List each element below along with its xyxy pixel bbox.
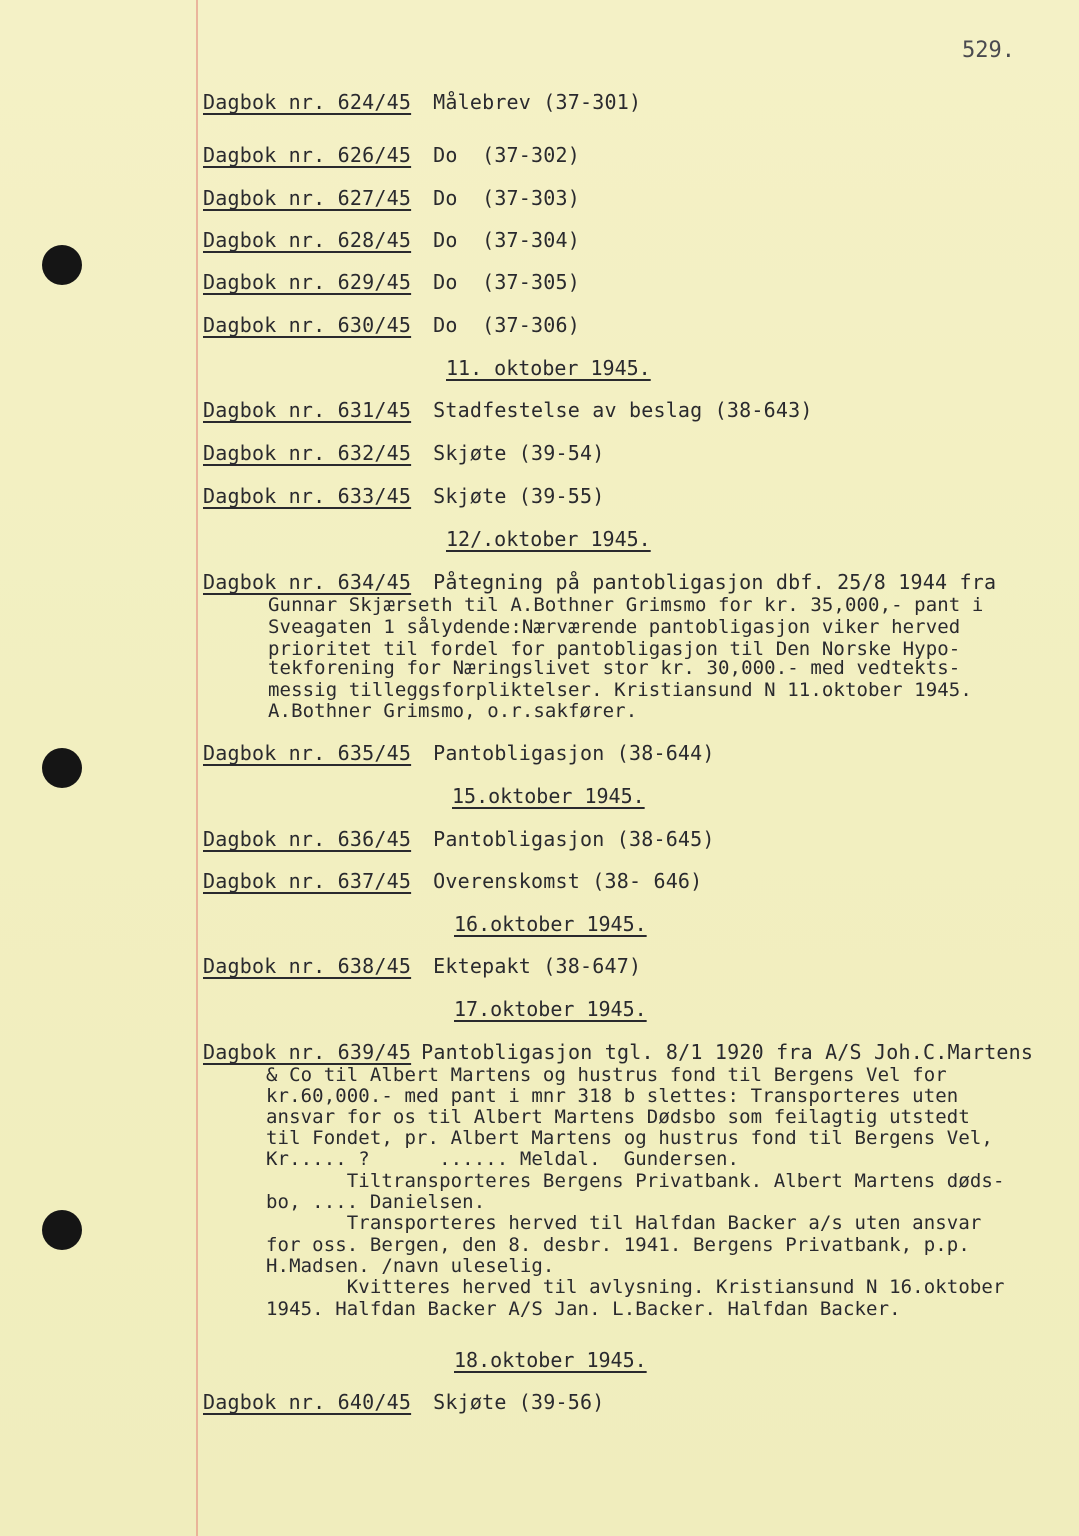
entry-ref: Dagbok nr. 630/45	[203, 313, 412, 337]
entry-ref: Dagbok nr. 631/45	[203, 398, 412, 422]
entry-ref: Dagbok nr. 638/45	[203, 954, 412, 978]
entry-desc: Do (37-305)	[433, 270, 581, 294]
punch-hole-top	[42, 245, 82, 285]
page-number: 529.	[962, 38, 1015, 63]
entry-desc: Overenskomst (38- 646)	[433, 869, 703, 893]
entry-desc: Do (37-304)	[433, 228, 581, 252]
entry-text-line: til Fondet, pr. Albert Martens og hustrus fond til Bergens Vel,	[266, 1127, 993, 1149]
entry-629	[203, 270, 580, 294]
entry-ref: Dagbok nr. 633/45	[203, 484, 412, 508]
entry-639	[203, 1040, 1033, 1064]
entry-desc: Skjøte (39-56)	[433, 1390, 605, 1414]
entry-text-line: ansvar for os til Albert Martens Dødsbo som feilagtig utstedt	[266, 1106, 970, 1128]
entry-text-line: bo, .... Danielsen.	[266, 1191, 486, 1213]
punch-hole-bottom	[42, 1210, 82, 1250]
entry-ref: Dagbok nr. 626/45	[203, 143, 412, 167]
entry-633	[203, 484, 604, 508]
entry-desc: Skjøte (39-54)	[433, 441, 605, 465]
entry-text-line: Kr..... ? ...... Meldal. Gundersen.	[266, 1148, 740, 1170]
entry-text-line: prioritet til fordel for pantobligasjon til Den Norske Hypo-	[268, 638, 961, 660]
entry-638	[203, 954, 641, 978]
entry-desc: Stadfestelse av beslag (38-643)	[433, 398, 813, 422]
entry-632	[203, 441, 604, 465]
entry-ref: Dagbok nr. 624/45	[203, 90, 412, 114]
entry-text-first-line: Pantobligasjon tgl. 8/1 1920 fra A/S Joh.C.Martens	[421, 1040, 1034, 1064]
entry-text-line: Gunnar Skjærseth til A.Bothner Grimsmo for kr. 35,000,- pant i	[268, 594, 984, 616]
entry-628	[203, 228, 580, 252]
entry-ref: Dagbok nr. 635/45	[203, 741, 412, 765]
entry-634	[203, 570, 996, 594]
entry-ref: Dagbok nr. 628/45	[203, 228, 412, 252]
entry-text-line: & Co til Albert Martens og hustrus fond til Bergens Vel for	[266, 1064, 947, 1086]
entry-624	[203, 90, 641, 114]
entry-text-line: tekforening for Næringslivet stor kr. 30,000.- med vedtekts-	[268, 657, 961, 679]
entry-ref: Dagbok nr. 632/45	[203, 441, 412, 465]
entry-desc: Skjøte (39-55)	[433, 484, 605, 508]
date-heading: 12/.oktober 1945.	[446, 527, 651, 551]
entry-640	[203, 1390, 604, 1414]
entry-text-line: for oss. Bergen, den 8. desbr. 1941. Bergens Privatbank, p.p.	[266, 1234, 970, 1256]
date-heading: 18.oktober 1945.	[454, 1348, 647, 1372]
entry-631	[203, 398, 813, 422]
entry-ref: Dagbok nr. 640/45	[203, 1390, 412, 1414]
punch-hole-middle	[42, 748, 82, 788]
entry-ref: Dagbok nr. 634/45	[203, 570, 412, 594]
date-heading: 11. oktober 1945.	[446, 356, 651, 380]
entry-ref: Dagbok nr. 627/45	[203, 186, 412, 210]
entry-text-line: kr.60,000.- med pant i mnr 318 b slettes: Transporteres uten	[266, 1085, 959, 1107]
entry-text-line: A.Bothner Grimsmo, o.r.sakfører.	[268, 700, 638, 722]
entry-text-line: 1945. Halfdan Backer A/S Jan. L.Backer. Halfdan Backer.	[266, 1298, 901, 1320]
entry-desc: Målebrev (37-301)	[433, 90, 642, 114]
entry-637	[203, 869, 702, 893]
entry-text-line: Transporteres herved til Halfdan Backer a/s uten ansvar	[266, 1212, 982, 1234]
entry-text-line: H.Madsen. /navn uleselig.	[266, 1255, 555, 1277]
entry-desc: Pantobligasjon (38-644)	[433, 741, 715, 765]
entry-ref: Dagbok nr. 636/45	[203, 827, 412, 851]
entry-text-first-line: Påtegning på pantobligasjon dbf. 25/8 1944 fra	[433, 570, 997, 594]
entry-desc: Do (37-303)	[433, 186, 581, 210]
entry-627	[203, 186, 580, 210]
entry-626	[203, 143, 580, 167]
entry-desc: Do (37-302)	[433, 143, 581, 167]
entry-636	[203, 827, 715, 851]
entry-text-line: messig tilleggsforpliktelser. Kristiansund N 11.oktober 1945.	[268, 679, 972, 701]
entry-ref: Dagbok nr. 629/45	[203, 270, 412, 294]
entry-text-line: Kvitteres herved til avlysning. Kristiansund N 16.oktober	[266, 1276, 1005, 1298]
date-heading: 17.oktober 1945.	[454, 997, 647, 1021]
entry-desc: Pantobligasjon (38-645)	[433, 827, 715, 851]
entry-desc: Do (37-306)	[433, 313, 581, 337]
margin-rule	[196, 0, 198, 1536]
entry-ref: Dagbok nr. 637/45	[203, 869, 412, 893]
entry-text-line: Tiltransporteres Bergens Privatbank. Albert Martens døds-	[266, 1170, 1005, 1192]
date-heading: 16.oktober 1945.	[454, 912, 647, 936]
entry-desc: Ektepakt (38-647)	[433, 954, 642, 978]
entry-630	[203, 313, 580, 337]
entry-ref: Dagbok nr. 639/45	[203, 1040, 412, 1064]
date-heading: 15.oktober 1945.	[452, 784, 645, 808]
entry-635	[203, 741, 715, 765]
entry-text-line: Sveagaten 1 sålydende:Nærværende pantobligasjon viker herved	[268, 616, 961, 638]
